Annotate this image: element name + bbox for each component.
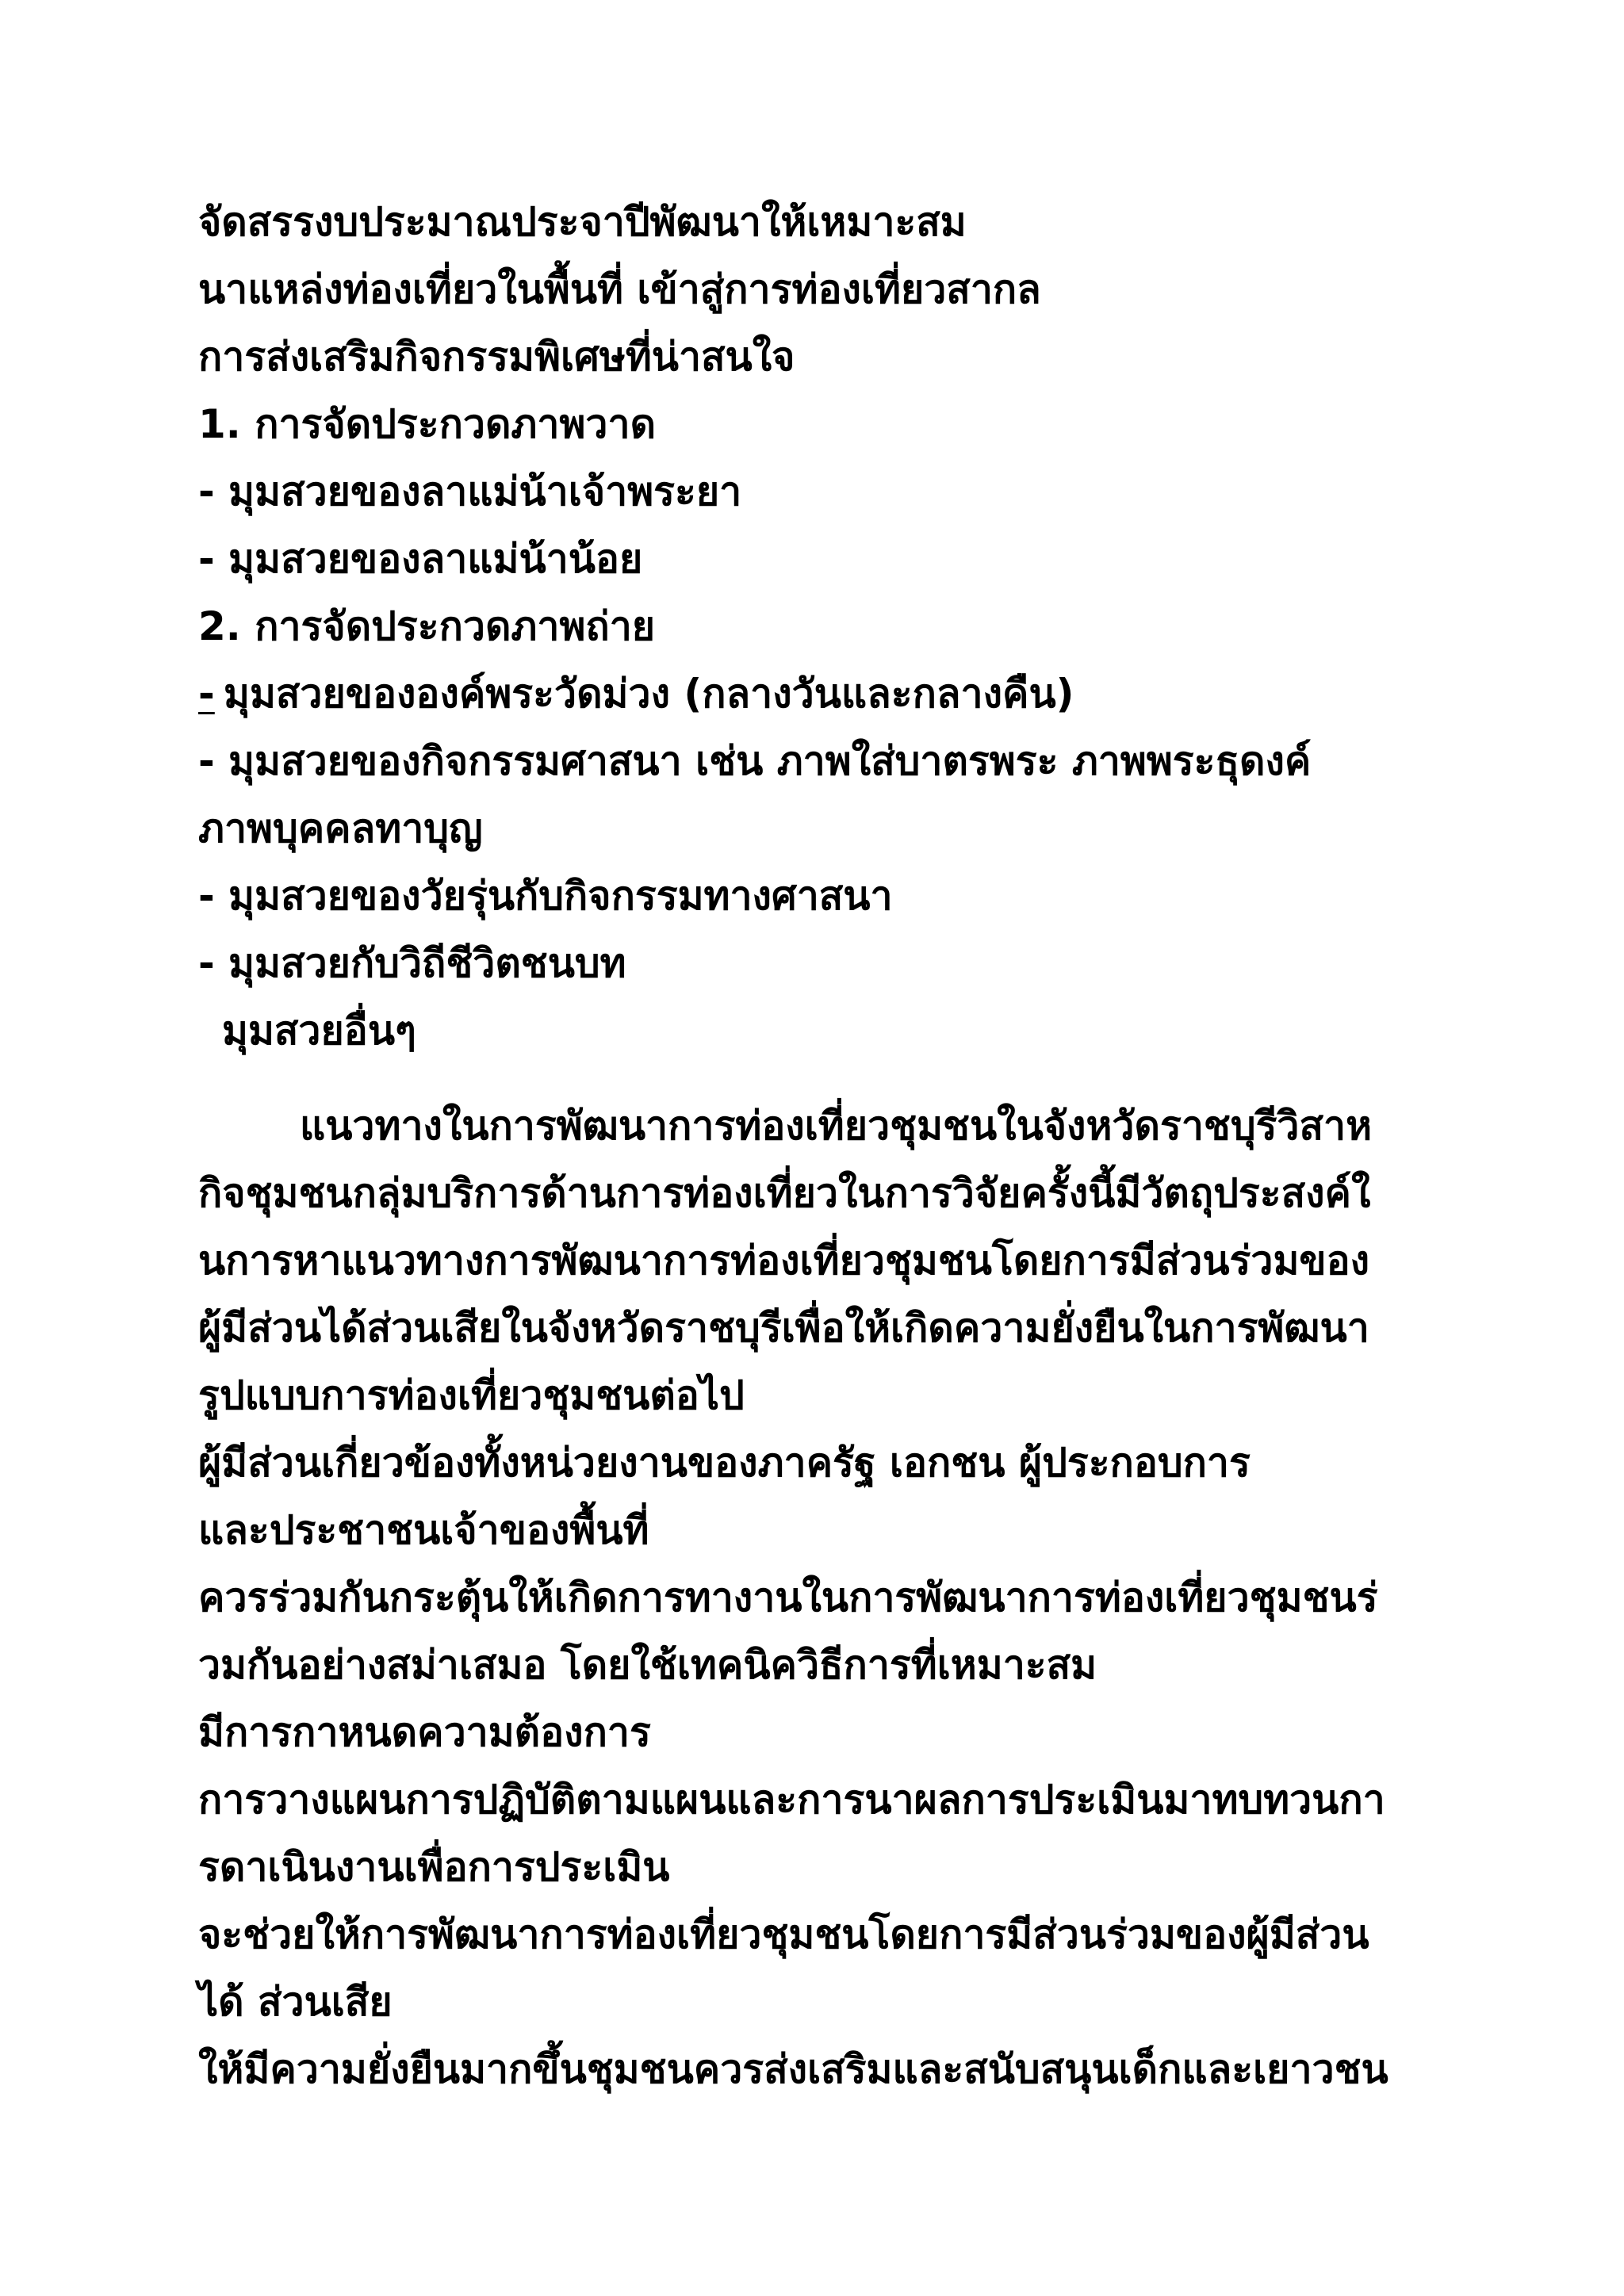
list-item-continuation: ภาพบุคคลทาบุญ [198, 806, 483, 851]
paragraph-line: ให้มีความยั่งยืนมากขึ้นชุมชนควรส่งเสริมและสนับสนุนเด็กและเยาวชน [198, 2046, 1388, 2092]
paragraph-line: ควรร่วมกันกระตุ้นให้เกิดการทางานในการพัฒนาการท่องเที่ยวชุมชนร่ [198, 1575, 1378, 1621]
paragraph-line: รูปแบบการท่องเที่ยวชุมชนต่อไป [198, 1372, 745, 1418]
paragraph-line: ผู้มีส่วนได้ส่วนเสียในจังหวัดราชบุรีเพื่อให้เกิดความยั่งยืนในการพัฒนา [198, 1305, 1369, 1351]
list-item: - มุมสวยของวัยรุ่นกับกิจกรรมทางศาสนา [198, 873, 893, 919]
list-item: - มุมสวยของลาแม่น้าเจ้าพระยา [198, 469, 742, 515]
paragraph-line: และประชาชนเจ้าของพื้นที่ [198, 1507, 649, 1553]
paragraph-line: รดาเนินงานเพื่อการประเมิน [198, 1844, 670, 1890]
paragraph-line: ผู้มีส่วนเกี่ยวข้องทั้งหน่วยงานของภาครัฐ เอกชน ผู้ประกอบการ [198, 1440, 1251, 1486]
paragraph-line: วมกันอย่างสม่าเสมอ โดยใช้เทคนิควิธีการที่เหมาะสม [198, 1642, 1097, 1688]
paragraph-line: นการหาแนวทางการพัฒนาการท่องเที่ยวชุมชนโดยการมีส่วนร่วมของ [198, 1238, 1370, 1284]
text-line-2: นาแหล่งท่องเที่ยวในพื้นที่ เข้าสู่การท่องเที่ยวสากล [198, 266, 1041, 312]
list-dash-underlined: - [198, 671, 215, 717]
paragraph-line: กิจชุมชนกลุ่มบริการด้านการท่องเที่ยวในการวิจัยครั้งนี้มีวัตถุประสงค์ใ [198, 1170, 1371, 1216]
list-item: - มุมสวยกับวิถีชีวิตชนบท [198, 940, 626, 986]
list-item: มุมสวยขององค์พระวัดม่วง (กลางวันและกลางคืน) [224, 671, 1074, 717]
list-item: - มุมสวยของกิจกรรมศาสนา เช่น ภาพใส่บาตรพระ ภาพพระธุดงค์ [198, 738, 1312, 784]
paragraph-first-line: แนวทางในการพัฒนาการท่องเที่ยวชุมชนในจังหวัดราชบุรีวิสาห [300, 1103, 1373, 1149]
list-heading-2: 2. การจัดประกวดภาพถ่าย [198, 603, 656, 649]
list-item: มุมสวยอื่นๆ [222, 1008, 416, 1054]
text-line-3: การส่งเสริมกิจกรรมพิเศษที่น่าสนใจ [198, 334, 795, 380]
list-item: - มุมสวยของลาแม่น้าน้อย [198, 536, 643, 582]
list-heading-1: 1. การจัดประกวดภาพวาด [198, 401, 657, 447]
paragraph-line: การวางแผนการปฏิบัติตามแผนและการนาผลการประเมินมาทบทวนกา [198, 1777, 1385, 1823]
text-line-1: จัดสรรงบประมาณประจาปีพัฒนาให้เหมาะสม [198, 199, 967, 245]
paragraph-line: ได้ ส่วนเสีย [198, 1979, 393, 2025]
paragraph-line: มีการกาหนดความต้องการ [198, 1709, 651, 1755]
paragraph-line: จะช่วยให้การพัฒนาการท่องเที่ยวชุมชนโดยการมีส่วนร่วมของผู้มีส่วน [198, 1911, 1369, 1957]
